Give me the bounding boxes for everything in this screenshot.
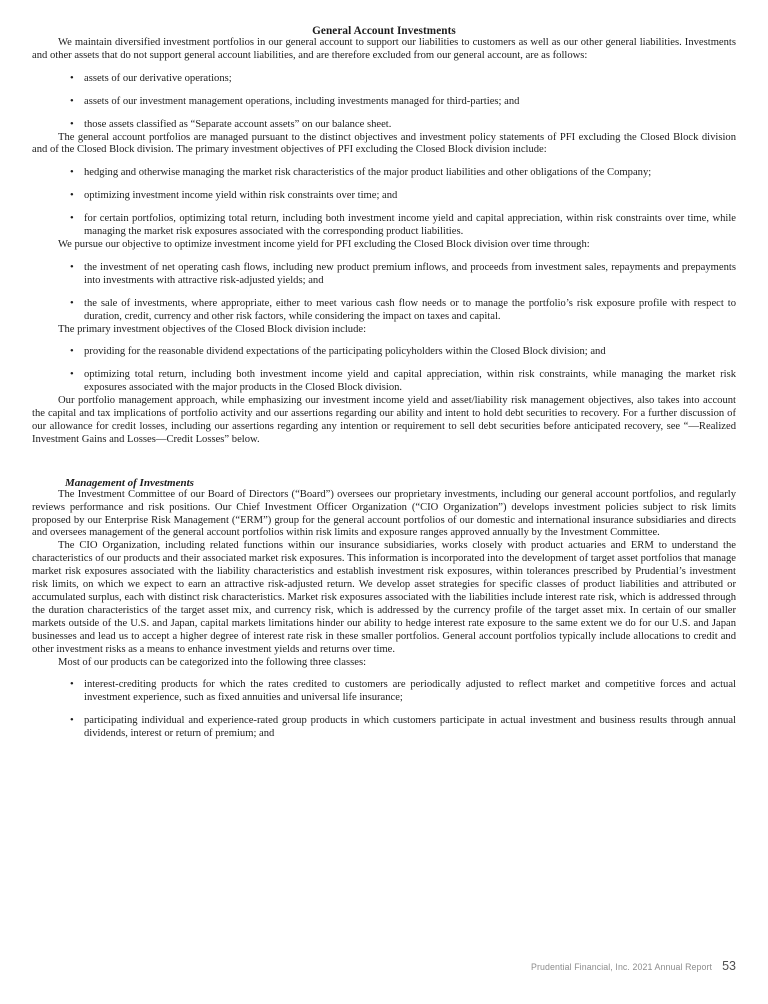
paragraph-portfolio-objectives: The general account portfolios are managed pursuant to the distinct objectives and investment policy statements of PFI excluding the Closed Block division and of the Closed Block division. The primary investment objectives of PFI excluding the Closed Block division include: (32, 131, 736, 156)
bullet-text: the sale of investments, where appropriate, either to meet various cash flow needs or to manage the portfolio’s risk exposure profile with respect to duration, credit, currency and other risk factors, while considering the impact on taxes and capital. (84, 297, 736, 322)
subsection-heading: Management of Investments (65, 476, 194, 489)
paragraph-product-classes: Most of our products can be categorized into the following three classes: (58, 656, 367, 668)
bullet-item (32, 369, 736, 395)
paragraph-general-account-intro: We maintain diversified investment portfolios in our general account to support our liabilities to customers as well as our other general liabilities. Investments and other assets that do not support general account liabilities, and are therefore excluded from our general account, are as follows: (32, 37, 736, 61)
bullet-icon: • (70, 679, 74, 691)
bullet-text: participating individual and experience-rated group products in which customers participate in actual investment and business results through annual dividends, interest or return of premium; and (84, 715, 736, 740)
bullet-icon: • (70, 213, 74, 225)
bullet-text: interest-crediting products for which the rates credited to customers are periodically adjusted to reflect market and competitive forces and actual investment experience, such as fixed annuities and universal life insurance; (84, 679, 736, 704)
bullet-item (32, 298, 736, 324)
bullet-item (32, 190, 736, 203)
bullet-text: optimizing total return, including both investment income yield and capital appreciation, within risk constraints, while managing the market risk exposures associated with the major products in the Closed Block division. (84, 369, 736, 394)
bullet-icon: • (70, 167, 74, 179)
bullet-text: those assets classified as “Separate account assets” on our balance sheet. (84, 118, 392, 130)
bullet-item (32, 679, 736, 705)
bullet-item (32, 167, 736, 180)
bullet-text: optimizing investment income yield within risk constraints over time; and (84, 190, 398, 202)
bullet-icon: • (70, 118, 74, 130)
bullet-text: for certain portfolios, optimizing total return, including both investment income yield and capital appreciation, within risk constraints over time, while managing the market risk exposures associated with the corresponding product liabilities. (84, 213, 736, 238)
paragraph-cio-organization: The CIO Organization, including related functions within our insurance subsidiaries, works closely with product actuaries and ERM to understand the characteristics of our products and their associated market risk exposures. This information is incorporated into the development of target asset portfolios that manage market risk exposures associated with the liability characteristics and establish investment risk exposures, within tolerances prescribed by Prudential’s investment risk limits, on which we expect to earn an attractive risk-adjusted return. We develop asset strategies for specific classes of product liabilities and attributed or accumulated surplus, each with distinct risk characteristics. Market risk exposures associated with the liabilities include interest rate risk, which is addressed through the duration characteristics of the target asset mix, and currency risk, which is addressed by the currency profile of the target asset mix. In certain of our smaller markets outside of the U.S. and Japan, capital markets limitations hinder our ability to hedge interest rate exposure to the same extent we do for our U.S. and Japan businesses and lead us to accept a higher degree of interest rate risk in these smaller portfolios. General account portfolios typically include allocations to credit and other investment risks as a means to enhance investment yields and returns over time. (32, 540, 736, 655)
bullet-icon: • (70, 369, 74, 381)
bullet-list-pfi-objectives (32, 167, 736, 239)
paragraph-optimize-yield: We pursue our objective to optimize investment income yield for PFI excluding the Closed Block division over time through: (58, 238, 590, 250)
bullet-icon: • (70, 95, 74, 107)
bullet-item (32, 96, 736, 109)
bullet-text: assets of our investment management operations, including investments managed for third-parties; and (84, 95, 520, 107)
report-title: Prudential Financial, Inc. 2021 Annual Report (531, 962, 713, 972)
bullet-list-product-classes (32, 679, 736, 741)
section-heading: General Account Investments (312, 25, 456, 37)
bullet-item (32, 262, 736, 288)
bullet-icon: • (70, 715, 74, 727)
bullet-text: the investment of net operating cash flows, including new product premium inflows, and proceeds from investment sales, repayments and prepayments into investments with attractive risk-adjusted yields; and (84, 261, 736, 286)
bullet-icon: • (70, 190, 74, 202)
page-number: 53 (722, 959, 736, 973)
bullet-list-closed-block (32, 346, 736, 395)
bullet-list-excluded-assets (32, 73, 736, 132)
paragraph-closed-block-objectives: The primary investment objectives of the Closed Block division include: (58, 323, 367, 335)
bullet-item (32, 119, 736, 132)
paragraph-portfolio-management: Our portfolio management approach, while emphasizing our investment income yield and asset/liability risk management objectives, also takes into account the capital and tax implications of portfolio activity and our assertions regarding our ability and intent to hold debt securities to recovery. For a further discussion of our allowance for credit losses, including our assertions regarding any intention or requirement to sell debt securities before anticipated recovery, see “—Realized Investment Gains and Losses—Credit Losses” below. (32, 395, 736, 445)
bullet-item (32, 715, 736, 741)
bullet-text: hedging and otherwise managing the market risk characteristics of the major product liabilities and other obligations of the Company; (84, 167, 652, 179)
bullet-list-yield-means (32, 262, 736, 324)
bullet-icon: • (70, 261, 74, 273)
bullet-text: providing for the reasonable dividend expectations of the participating policyholders within the Closed Block division; and (84, 346, 606, 358)
bullet-icon: • (70, 72, 74, 84)
bullet-icon: • (70, 346, 74, 358)
bullet-item (32, 73, 736, 86)
paragraph-investment-committee: The Investment Committee of our Board of Directors (“Board”) oversees our proprietary investments, including our general account portfolios, and regularly reviews performance and risk positions. Our Chief Investment Officer Organization (“CIO Organization”) develops investment policies subject to risk limits proposed by our Enterprise Risk Management (“ERM”) group for the general account portfolios of our domestic and international insurance subsidiaries and directs and oversees management of the general account portfolios within risk limits and exposure ranges approved annually by the Investment Committee. (32, 488, 736, 539)
bullet-item (32, 346, 736, 359)
bullet-text: assets of our derivative operations; (84, 72, 232, 84)
bullet-icon: • (70, 297, 74, 309)
page-footer (531, 959, 736, 973)
bullet-item (32, 213, 736, 239)
